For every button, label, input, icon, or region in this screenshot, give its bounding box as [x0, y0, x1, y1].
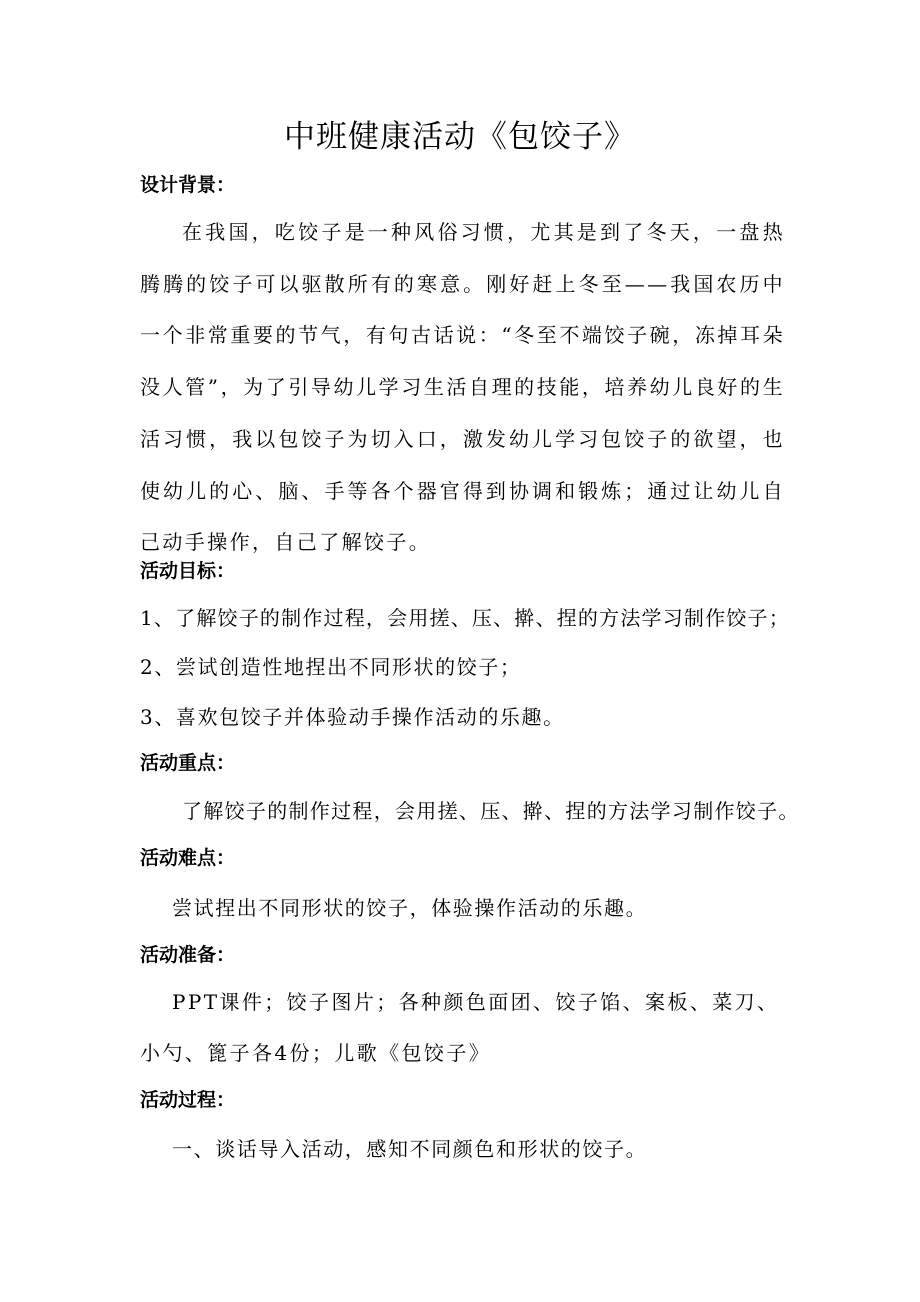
goal-item-3: 3、喜欢包饺子并体验动手操作活动的乐趣。: [140, 705, 565, 729]
paragraph-key-points: 了解饺子的制作过程，会用搓、压、擀、捏的方法学习制作饺子。: [182, 799, 800, 823]
goal-item-1: 1、了解饺子的制作过程，会用搓、压、擀、捏的方法学习制作饺子；: [140, 606, 790, 630]
paragraph-difficulties: 尝试捏出不同形状的饺子，体验操作活动的乐趣。: [172, 896, 648, 920]
process-step-1: 一、谈话导入活动，感知不同颜色和形状的饺子。: [172, 1137, 648, 1161]
heading-goals: 活动目标：: [140, 560, 236, 582]
goal-item-2: 2、尝试创造性地捏出不同形状的饺子；: [140, 655, 522, 679]
heading-background: 设计背景：: [140, 174, 236, 196]
heading-process: 活动过程：: [140, 1089, 236, 1111]
heading-difficulties: 活动难点：: [140, 847, 236, 869]
heading-preparation: 活动准备：: [140, 944, 236, 966]
heading-key-points: 活动重点：: [140, 752, 236, 774]
paragraph-preparation: PPT课件；饺子图片；各种颜色面团、饺子馅、案板、菜刀、小勺、篦子各4份；儿歌《包饺子》: [140, 990, 780, 1065]
document-title: 中班健康活动《包饺子》: [284, 119, 636, 155]
paragraph-background: 在我国，吃饺子是一种风俗习惯，尤其是到了冬天，一盘热腾腾的饺子可以驱散所有的寒意。刚好赶上冬至——我国农历中一个非常重要的节气，有句古话说：“冬至不端饺子碗，冻掉耳朵没人管”，为了引导幼儿学习生活自理的技能，培养幼儿良好的生活习惯，我以包饺子为切入口，激发幼儿学习包饺子的欲望，也使幼儿的心、脑、手等各个器官得到协调和锻炼；通过让幼儿自己动手操作，自己了解饺子。: [140, 220, 785, 555]
